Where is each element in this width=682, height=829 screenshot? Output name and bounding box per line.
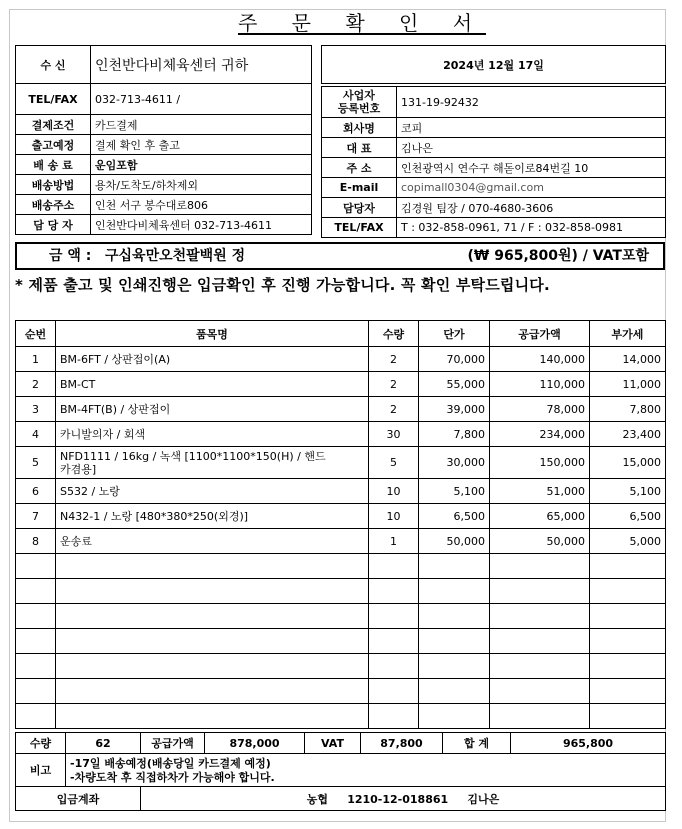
empty-item-row <box>16 704 666 729</box>
item-supply: 110,000 <box>490 372 590 397</box>
remarks-line-1: -17일 배송예정(배송당일 카드결제 예정) <box>70 757 271 770</box>
empty-cell <box>590 554 666 579</box>
empty-cell <box>56 629 369 654</box>
recipient-info-table <box>15 45 312 235</box>
empty-cell <box>56 579 369 604</box>
remarks-row <box>16 754 666 787</box>
supplier-field-value: 131-19-92432 <box>397 87 666 118</box>
empty-cell <box>490 704 590 729</box>
total-vat-label: VAT <box>305 733 361 754</box>
supplier-field-label: 대 표 <box>322 138 397 158</box>
recipient-field-value: 인천반다비체육센터 032-713-4611 <box>91 215 312 235</box>
item-supply: 234,000 <box>490 422 590 447</box>
item-row <box>16 504 666 529</box>
item-row <box>16 529 666 554</box>
recipient-row <box>16 46 312 84</box>
empty-cell <box>490 654 590 679</box>
recipient-row <box>16 155 312 175</box>
supplier-row <box>322 198 666 218</box>
amount-korean: 구십육만오천팔백원 정 <box>105 248 246 264</box>
account-label: 입금계좌 <box>16 787 141 811</box>
total-qty: 62 <box>66 733 141 754</box>
supplier-field-value: 김경원 팀장 / 070-4680-3606 <box>397 198 666 218</box>
item-qty: 30 <box>369 422 419 447</box>
empty-cell <box>369 554 419 579</box>
empty-cell <box>16 679 56 704</box>
empty-item-row <box>16 629 666 654</box>
supplier-info-table <box>321 45 666 238</box>
supplier-row <box>322 118 666 138</box>
item-price: 50,000 <box>419 529 490 554</box>
item-name: BM-CT <box>56 372 369 397</box>
recipient-field-label: 결제조건 <box>16 115 91 135</box>
item-vat: 5,100 <box>590 479 666 504</box>
item-row <box>16 347 666 372</box>
recipient-field-label: 배송주소 <box>16 195 91 215</box>
recipient-field-label: 수 신 <box>16 46 91 84</box>
recipient-field-label: 배송방법 <box>16 175 91 195</box>
empty-cell <box>419 654 490 679</box>
empty-cell <box>419 629 490 654</box>
totals-row <box>16 733 666 754</box>
empty-cell <box>419 604 490 629</box>
recipient-field-value: 카드결제 <box>91 115 312 135</box>
total-vat: 87,800 <box>361 733 443 754</box>
item-supply: 140,000 <box>490 347 590 372</box>
supplier-field-value: 김나은 <box>397 138 666 158</box>
header-vat: 부가세 <box>590 321 666 347</box>
item-name: BM-4FT(B) / 상판접이 <box>56 397 369 422</box>
supplier-row <box>322 87 666 118</box>
item-name: N432-1 / 노랑 [480*380*250(외경)] <box>56 504 369 529</box>
item-supply: 150,000 <box>490 447 590 479</box>
supplier-field-label: 주 소 <box>322 158 397 178</box>
item-row <box>16 447 666 479</box>
total-supply-label: 공급가액 <box>141 733 205 754</box>
empty-cell <box>369 579 419 604</box>
empty-cell <box>369 679 419 704</box>
item-name: BM-6FT / 상판접이(A) <box>56 347 369 372</box>
remarks-content <box>66 754 666 787</box>
empty-cell <box>419 554 490 579</box>
item-row <box>16 479 666 504</box>
empty-cell <box>590 629 666 654</box>
empty-cell <box>419 679 490 704</box>
supplier-row <box>322 178 666 198</box>
item-price: 70,000 <box>419 347 490 372</box>
supplier-email: copimall0304@gmail.com <box>397 178 666 198</box>
item-vat: 23,400 <box>590 422 666 447</box>
item-supply: 51,000 <box>490 479 590 504</box>
item-qty: 1 <box>369 529 419 554</box>
remarks-label: 비고 <box>16 754 66 787</box>
remarks-line-2: -차량도착 후 직접하차가 가능해야 합니다. <box>70 771 275 784</box>
recipient-field-value: 용차/도착도/하차제외 <box>91 175 312 195</box>
item-qty: 2 <box>369 347 419 372</box>
document-title: 주 문 확 인 서 <box>238 11 487 35</box>
recipient-row <box>16 115 312 135</box>
supplier-field-label: TEL/FAX <box>322 218 397 238</box>
items-table <box>15 320 666 729</box>
supplier-field-value: T : 032-858-0961, 71 / F : 032-858-0981 <box>397 218 666 238</box>
notice-text: * 제품 출고 및 인쇄진행은 입금확인 후 진행 가능합니다. 꼭 확인 부탁드립니다. <box>15 276 550 294</box>
account-row <box>16 787 666 811</box>
item-price: 6,500 <box>419 504 490 529</box>
empty-cell <box>369 654 419 679</box>
item-vat: 7,800 <box>590 397 666 422</box>
recipient-field-label: 담 당 자 <box>16 215 91 235</box>
item-name: S532 / 노랑 <box>56 479 369 504</box>
item-vat: 15,000 <box>590 447 666 479</box>
item-price: 39,000 <box>419 397 490 422</box>
recipient-field-value: 032-713-4611 / <box>91 84 312 115</box>
empty-cell <box>16 554 56 579</box>
item-no: 5 <box>16 447 56 479</box>
item-no: 1 <box>16 347 56 372</box>
item-no: 3 <box>16 397 56 422</box>
empty-cell <box>56 604 369 629</box>
item-vat: 5,000 <box>590 529 666 554</box>
total-sum-label: 합 계 <box>443 733 511 754</box>
empty-cell <box>590 604 666 629</box>
supplier-field-label: 담당자 <box>322 198 397 218</box>
item-supply: 78,000 <box>490 397 590 422</box>
empty-cell <box>56 654 369 679</box>
item-qty: 2 <box>369 372 419 397</box>
item-supply: 50,000 <box>490 529 590 554</box>
total-sum: 965,800 <box>511 733 666 754</box>
empty-item-row <box>16 679 666 704</box>
item-qty: 5 <box>369 447 419 479</box>
items-header-row <box>16 321 666 347</box>
total-qty-label: 수량 <box>16 733 66 754</box>
header-qty: 수량 <box>369 321 419 347</box>
recipient-field-value: 인천 서구 봉수대로806 <box>91 195 312 215</box>
recipient-row <box>16 135 312 155</box>
empty-cell <box>16 704 56 729</box>
item-no: 7 <box>16 504 56 529</box>
item-qty: 10 <box>369 504 419 529</box>
item-name: 운송료 <box>56 529 369 554</box>
recipient-field-label: 출고예정 <box>16 135 91 155</box>
empty-cell <box>16 629 56 654</box>
account-value: 농협 1210-12-018861 김나은 <box>141 787 666 811</box>
empty-item-row <box>16 579 666 604</box>
recipient-field-value: 결제 확인 후 출고 <box>91 135 312 155</box>
supplier-row <box>322 138 666 158</box>
item-supply: 65,000 <box>490 504 590 529</box>
item-name: NFD1111 / 16kg / 녹색 [1100*1100*150(H) / 핸드 카겸용] <box>56 447 369 479</box>
empty-cell <box>419 704 490 729</box>
recipient-row <box>16 84 312 115</box>
item-no: 6 <box>16 479 56 504</box>
recipient-field-label: 배 송 료 <box>16 155 91 175</box>
recipient-field-value: 인천반다비체육센터 귀하 <box>91 46 312 84</box>
empty-cell <box>56 554 369 579</box>
item-price: 7,800 <box>419 422 490 447</box>
empty-cell <box>490 554 590 579</box>
empty-cell <box>16 654 56 679</box>
supplier-row <box>322 158 666 178</box>
empty-cell <box>490 629 590 654</box>
recipient-row <box>16 175 312 195</box>
empty-cell <box>369 704 419 729</box>
item-price: 55,000 <box>419 372 490 397</box>
empty-cell <box>590 704 666 729</box>
item-vat: 14,000 <box>590 347 666 372</box>
item-no: 8 <box>16 529 56 554</box>
empty-cell <box>419 579 490 604</box>
item-row <box>16 372 666 397</box>
item-row <box>16 397 666 422</box>
empty-item-row <box>16 554 666 579</box>
supplier-field-label: 회사명 <box>322 118 397 138</box>
item-row <box>16 422 666 447</box>
empty-item-row <box>16 604 666 629</box>
item-no: 2 <box>16 372 56 397</box>
item-name: 카니발의자 / 회색 <box>56 422 369 447</box>
supplier-field-label: E-mail <box>322 178 397 198</box>
item-vat: 6,500 <box>590 504 666 529</box>
empty-cell <box>16 579 56 604</box>
amount-label: 금 액 : <box>49 248 92 264</box>
item-price: 5,100 <box>419 479 490 504</box>
order-date: 2024년 12월 17일 <box>322 46 666 84</box>
recipient-field-value: 운임포함 <box>91 155 312 175</box>
empty-cell <box>56 704 369 729</box>
empty-cell <box>490 604 590 629</box>
empty-cell <box>490 679 590 704</box>
empty-cell <box>590 679 666 704</box>
supplier-field-value: 인천광역시 연수구 해돋이로84번길 10 <box>397 158 666 178</box>
empty-cell <box>369 604 419 629</box>
item-price: 30,000 <box>419 447 490 479</box>
header-no: 순번 <box>16 321 56 347</box>
empty-cell <box>590 579 666 604</box>
empty-cell <box>590 654 666 679</box>
supplier-row <box>322 218 666 238</box>
item-no: 4 <box>16 422 56 447</box>
header-name: 품목명 <box>56 321 369 347</box>
item-qty: 10 <box>369 479 419 504</box>
summary-table <box>15 732 666 811</box>
amount-numeric: (₩ 965,800원) / VAT포함 <box>467 248 649 264</box>
total-supply: 878,000 <box>205 733 305 754</box>
empty-cell <box>16 604 56 629</box>
item-qty: 2 <box>369 397 419 422</box>
header-price: 단가 <box>419 321 490 347</box>
empty-cell <box>56 679 369 704</box>
header-supply: 공급가액 <box>490 321 590 347</box>
empty-item-row <box>16 654 666 679</box>
recipient-row <box>16 195 312 215</box>
empty-cell <box>369 629 419 654</box>
empty-cell <box>490 579 590 604</box>
supplier-field-label: 사업자 등록번호 <box>322 87 397 118</box>
recipient-row <box>16 215 312 235</box>
supplier-field-value: 코피 <box>397 118 666 138</box>
recipient-field-label: TEL/FAX <box>16 84 91 115</box>
item-vat: 11,000 <box>590 372 666 397</box>
amount-box <box>15 242 665 270</box>
